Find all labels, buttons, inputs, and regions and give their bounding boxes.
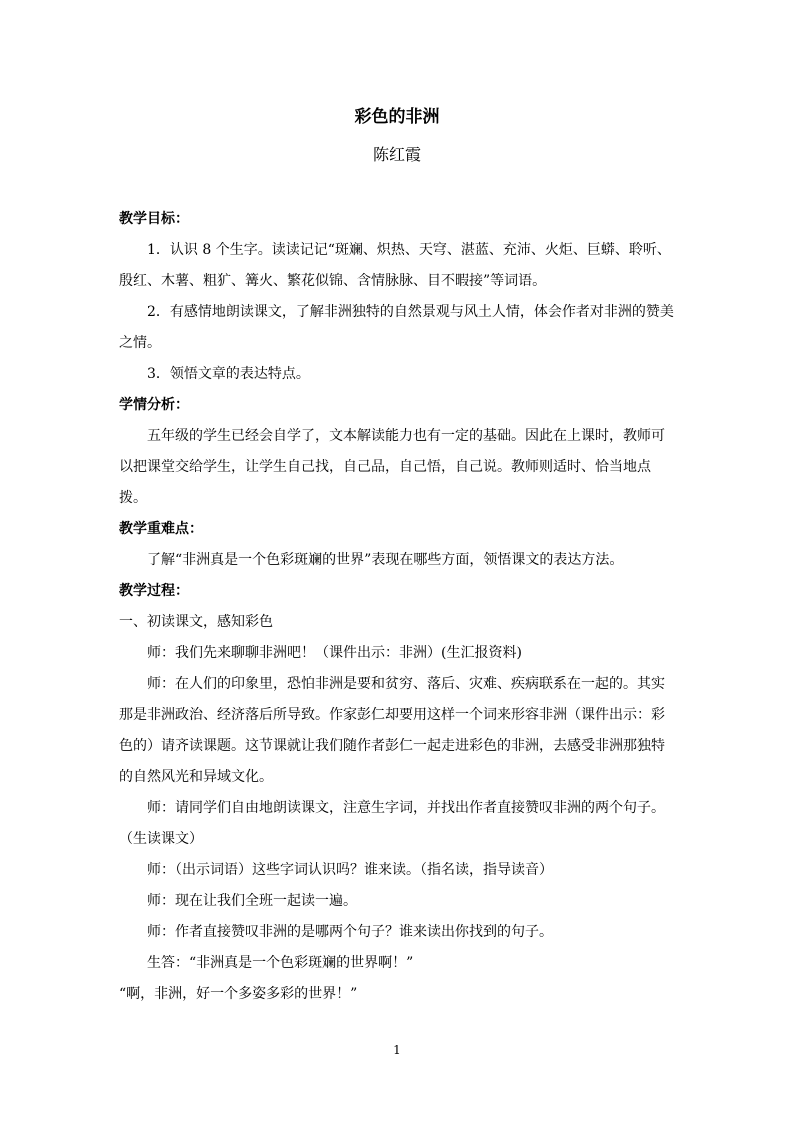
dialogue-paragraph: 师：我们先来聊聊非洲吧！（课件出示：非洲）(生汇报资料) <box>147 645 522 661</box>
difficulty-heading: 教学重难点： <box>119 521 203 537</box>
goal-item-2: 2．有感情地朗读课文，了解非洲独特的自然景观与风土人情，体会作者对非洲的赞美之情。 <box>119 304 674 351</box>
difficulty-paragraph: 了解“非洲真是一个色彩斑斓的世界”表现在哪些方面，领悟课文的表达方法。 <box>147 552 624 568</box>
document-author: 陈红霞 <box>372 145 421 164</box>
dialogue-paragraph: （生读课文） <box>119 831 203 847</box>
process-heading: 教学过程： <box>119 583 189 599</box>
dialogue-paragraph: 师：（出示词语）这些字词认识吗？谁来读。（指名读，指导读音） <box>147 862 553 878</box>
dialogue-paragraph: 师：作者直接赞叹非洲的是哪两个句子？谁来读出你找到的句子。 <box>147 924 553 940</box>
dialogue-paragraph: “啊，非洲，好一个多姿多彩的世界！” <box>119 986 358 1002</box>
dialogue-paragraph: 生答：“非洲真是一个色彩斑斓的世界啊！” <box>147 955 414 971</box>
analysis-heading: 学情分析： <box>119 397 189 413</box>
goals-heading: 教学目标： <box>119 211 189 227</box>
process-step-1: 一、初读课文，感知彩色 <box>119 614 273 630</box>
dialogue-paragraph: 师：在人们的印象里，恐怕非洲是要和贫穷、落后、灾难、疾病联系在一起的。其实那是非洲政治、经济落后所导致。作家彭仁却要用这样一个词来形容非洲（课件出示：彩色的）请齐读课题。这节课就让我们随作者彭仁一起走进彩色的非洲，去感受非洲那独特的自然风光和异域文化。 <box>119 676 665 785</box>
analysis-paragraph: 五年级的学生已经会自学了，文本解读能力也有一定的基础。因此在上课时，教师可以把课堂交给学生，让学生自己找，自己品，自己悟，自己说。教师则适时、恰当地点拨。 <box>119 428 665 506</box>
goal-item-1: 1．认识 8 个生字。读读记记“斑斓、炽热、天穹、湛蓝、充沛、火炬、巨蟒、聆听、殷红、木薯、粗犷、篝火、繁花似锦、含情脉脉、目不暇接”等词语。 <box>119 242 671 289</box>
dialogue-paragraph: 师：请同学们自由地朗读课文，注意生字词，并找出作者直接赞叹非洲的两个句子。 <box>147 800 665 816</box>
goal-item-3: 3．领悟文章的表达特点。 <box>147 366 310 382</box>
page-number: 1 <box>393 1043 401 1057</box>
document-title: 彩色的非洲 <box>354 107 440 127</box>
document-body <box>119 204 675 1010</box>
dialogue-paragraph: 师：现在让我们全班一起读一遍。 <box>147 893 357 909</box>
